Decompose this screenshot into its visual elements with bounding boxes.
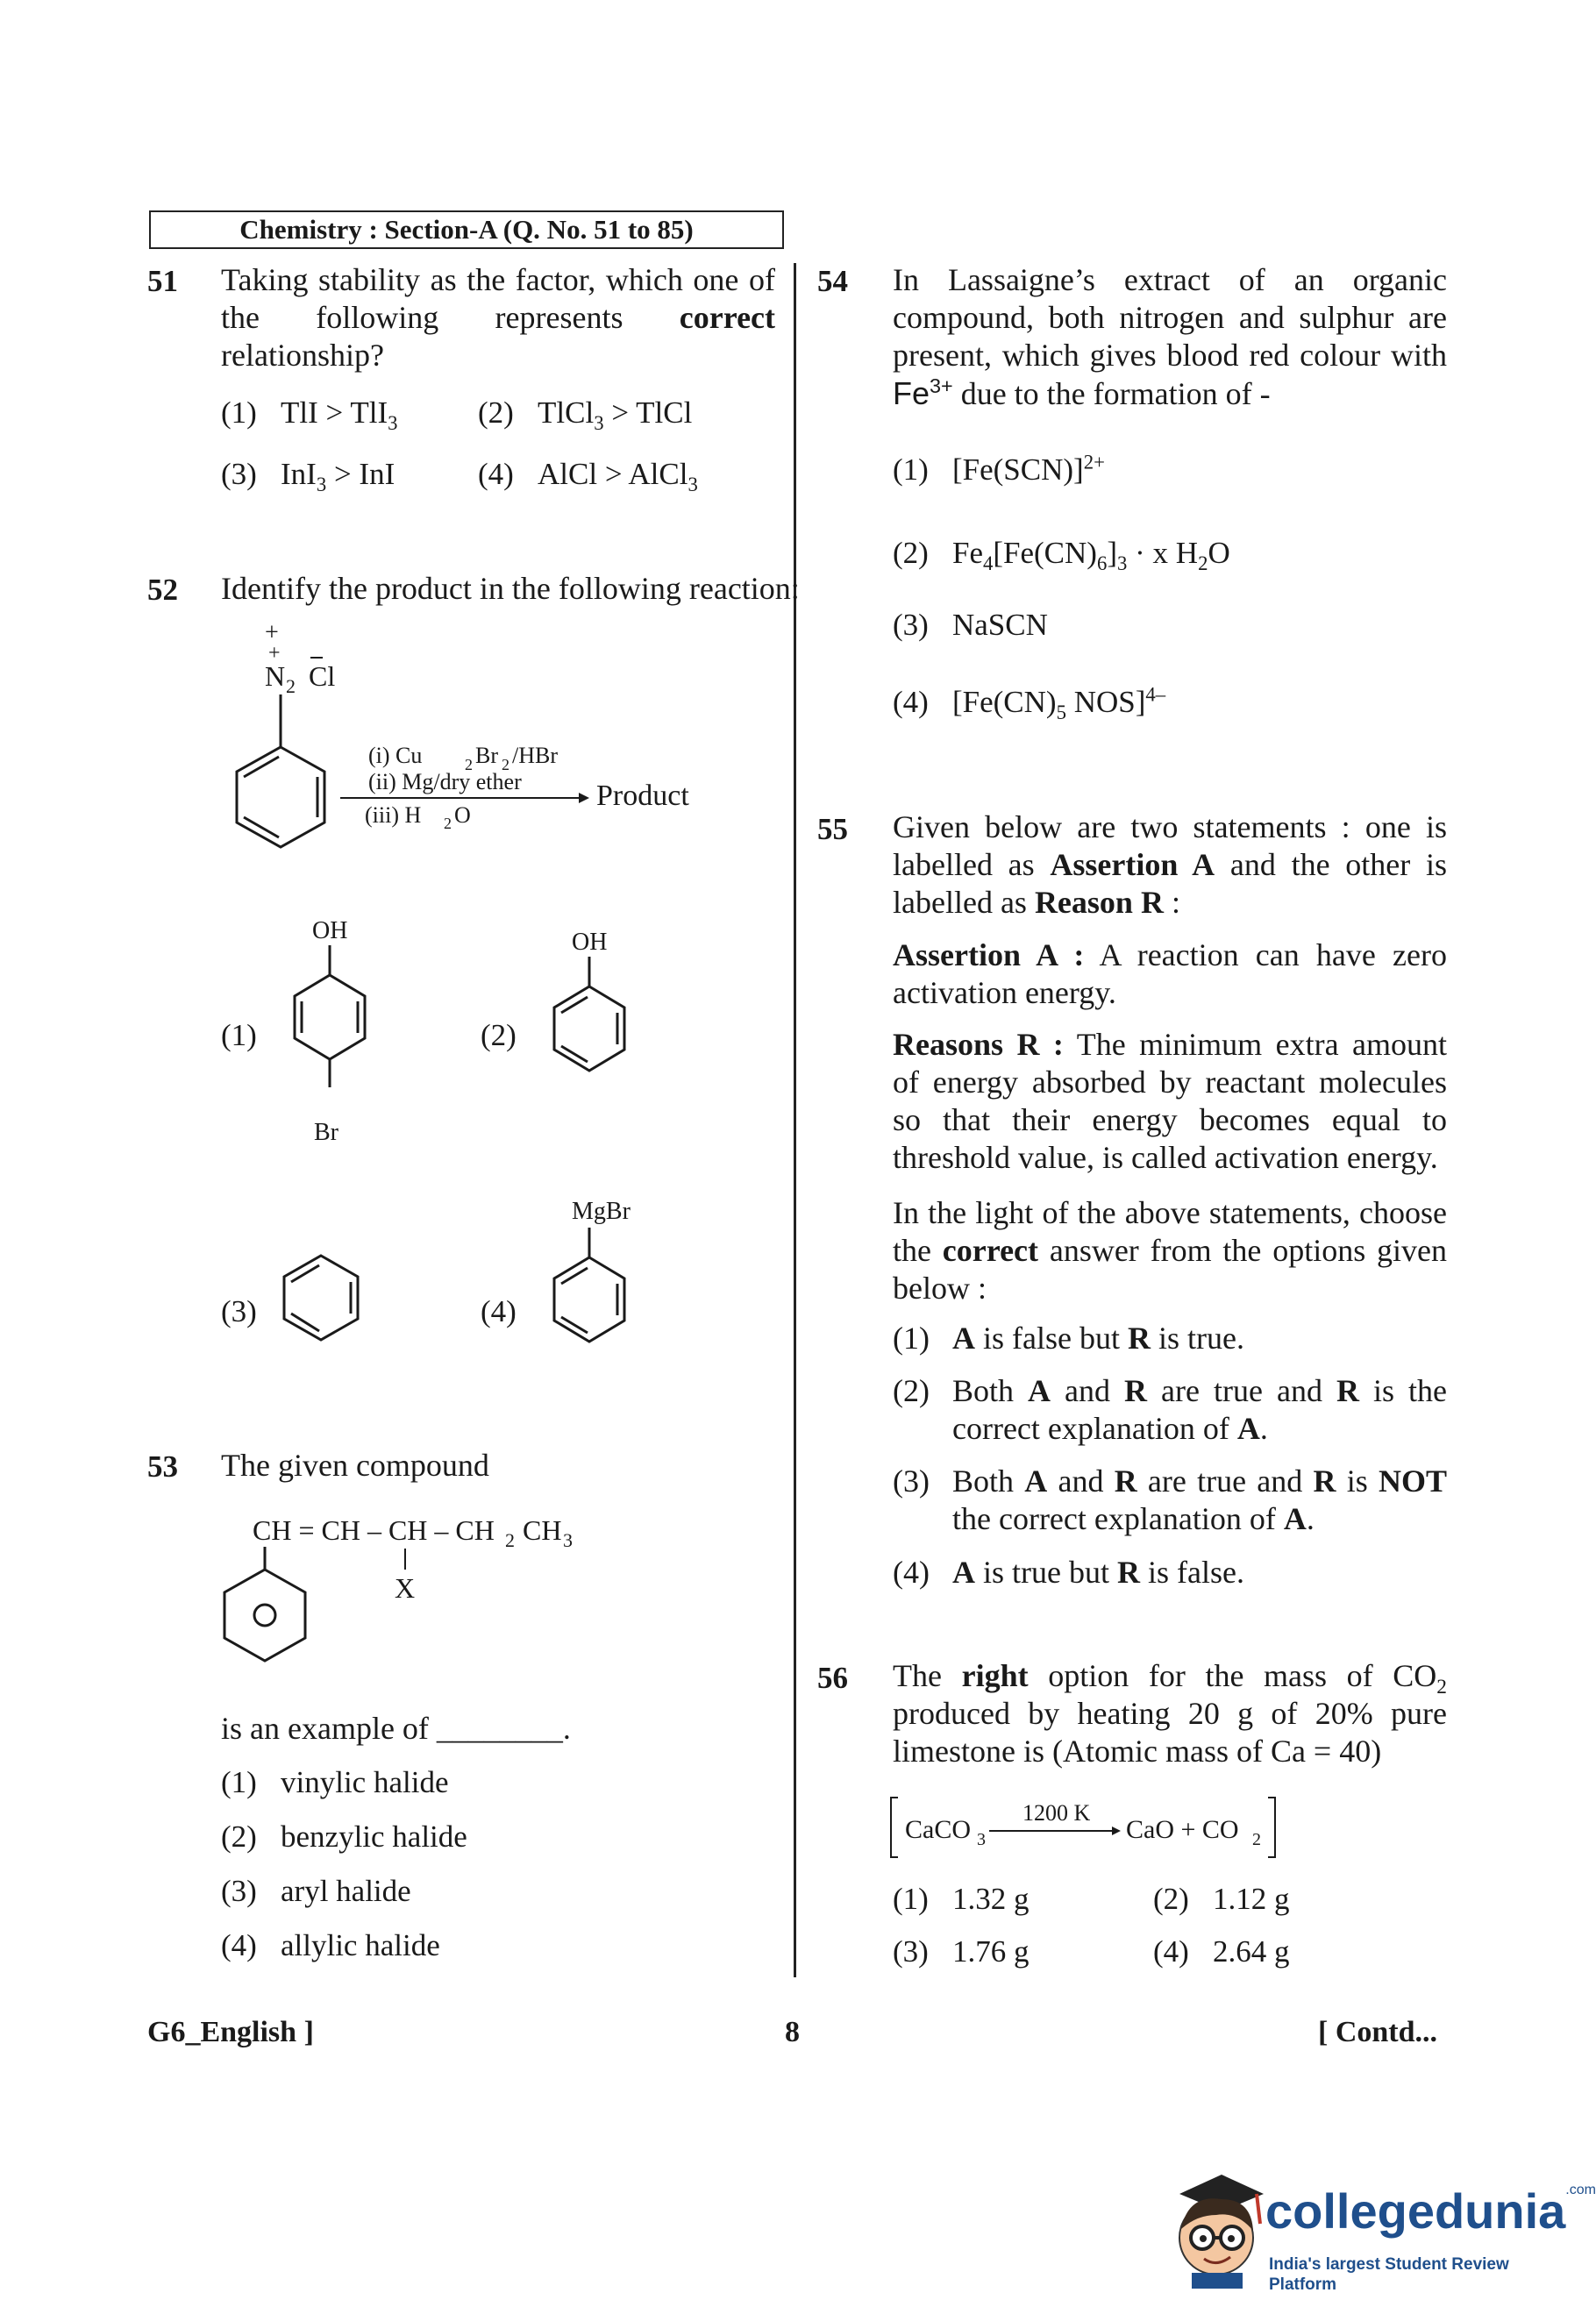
q52-option-3[interactable]: (3) xyxy=(221,1294,257,1328)
q51-text-a: Taking stability as the factor, which one of the following represents xyxy=(221,262,775,335)
svg-text:MgBr: MgBr xyxy=(572,1198,631,1225)
q56-option-2[interactable]: (2) 1.12 g xyxy=(1153,1882,1290,1916)
svg-text:N: N xyxy=(265,660,286,692)
q52-reagent-1: (i) Cu xyxy=(368,743,423,768)
svg-text:2: 2 xyxy=(465,756,473,773)
q51-text-c: relationship? xyxy=(221,338,384,373)
q56-text: The right option for the mass of $CO_2$ produced by heating 20 g of 20% pure limestone is (Atomic mass of Ca = 40) xyxy=(893,1658,1447,1769)
q54-option-4[interactable]: (4) [$Fe(CN)_5$ NOS]$^{4-}$ xyxy=(893,683,1166,723)
q54-option-2[interactable]: (2) $Fe_4[Fe(CN)_6]_3 \cdot x$ $H_2O$ xyxy=(893,536,1230,574)
svg-text:2: 2 xyxy=(505,1529,515,1551)
q53-option-1[interactable]: (1) vinylic halide xyxy=(221,1765,449,1799)
svg-text:Cl: Cl xyxy=(309,660,336,692)
svg-text:+: + xyxy=(265,619,279,646)
q52-option-4-structure xyxy=(526,1193,684,1385)
q53-number: 53 xyxy=(147,1449,178,1484)
svg-text:3: 3 xyxy=(563,1529,573,1551)
q51-text xyxy=(221,261,775,374)
q55-option-2[interactable]: (2) Both A and R are true and R is the correct explanation of A. xyxy=(893,1373,1447,1446)
q55-number: 55 xyxy=(817,812,848,846)
svg-text:2: 2 xyxy=(1252,1830,1261,1849)
svg-text:X: X xyxy=(395,1572,416,1604)
svg-text:1200 K: 1200 K xyxy=(1022,1800,1091,1826)
collegedunia-logo: collegedunia$^{.com}$ xyxy=(1265,2183,1596,2239)
svg-text:CH: CH xyxy=(523,1514,562,1546)
q56-option-4[interactable]: (4) 2.64 g xyxy=(1153,1934,1290,1969)
q51-option-1[interactable]: (1) TlI > TlI$_3$ xyxy=(221,395,398,434)
q52-reaction-diagram xyxy=(210,619,754,868)
q52-reagent-2: (ii) Mg/dry ether xyxy=(368,769,522,794)
q55-reason: Reasons R : The minimum extra amount of energy absorbed by reactant molecules so that their energy becomes equal to threshold value, is called activation energy. xyxy=(893,1027,1447,1175)
svg-text:CaCO: CaCO xyxy=(905,1815,971,1844)
svg-text:+: + xyxy=(268,642,281,665)
q56-number: 56 xyxy=(817,1661,848,1695)
q52-product-label: Product xyxy=(596,780,689,812)
collegedunia-tagline: India's largest Student Review Platform xyxy=(1269,2255,1509,2294)
q52-option-1[interactable]: (1) xyxy=(221,1018,257,1052)
q51-option-4[interactable]: (4) AlCl > AlCl$_3$ xyxy=(478,457,698,495)
svg-text:2: 2 xyxy=(286,675,296,697)
q54-number: 54 xyxy=(817,264,848,298)
q54-option-3[interactable]: (3) NaSCN xyxy=(893,608,1048,642)
q51-option-2[interactable]: (2) TlCl$_3$ > TlCl xyxy=(478,395,693,434)
q51-text-b: correct xyxy=(679,300,776,335)
q56-option-1[interactable]: (1) 1.32 g xyxy=(893,1882,1030,1916)
svg-text:2: 2 xyxy=(502,756,509,773)
q56-reaction-equation xyxy=(886,1787,1307,1866)
q53-compound-structure xyxy=(210,1508,631,1701)
q51-number: 51 xyxy=(147,264,178,298)
q52-number: 52 xyxy=(147,573,178,607)
q52-text: Identify the product in the following reaction: xyxy=(221,571,800,606)
q55-option-4[interactable]: (4) A is true but R is false. xyxy=(893,1555,1244,1590)
q52-reagent-3: (iii) H xyxy=(365,802,422,828)
svg-text:CaO + CO: CaO + CO xyxy=(1126,1815,1239,1844)
svg-text:OH: OH xyxy=(312,917,348,944)
collegedunia-mascot-icon xyxy=(1153,2157,1276,2289)
svg-text:Br: Br xyxy=(475,743,498,768)
svg-text:O: O xyxy=(454,802,471,828)
q52-option-3-structure xyxy=(263,1245,386,1385)
svg-text:/HBr: /HBr xyxy=(512,743,558,768)
q54-text: In Lassaigne’s extract of an organic compound, both nitrogen and sulphur are present, which gives blood red colour with $Fe^{3+}$ due to the formation of - xyxy=(893,262,1447,411)
q52-option-1-structure xyxy=(263,912,403,1149)
q55-text: Given below are two statements : one is labelled as Assertion A and the other is labelled as Reason R : xyxy=(893,809,1447,920)
q55-option-3[interactable]: (3) Both A and R are true and R is NOT the correct explanation of A. xyxy=(893,1463,1447,1536)
q53-text: The given compound xyxy=(221,1448,489,1483)
q53-text2: is an example of ________. xyxy=(221,1711,571,1746)
q53-option-2[interactable]: (2) benzylic halide xyxy=(221,1819,467,1854)
footer-page-number: 8 xyxy=(785,2016,800,2048)
q55-option-1[interactable]: (1) A is false but R is true. xyxy=(893,1321,1244,1356)
q55-choose: In the light of the above statements, choose the correct answer from the options given below : xyxy=(893,1195,1447,1306)
q52-option-4[interactable]: (4) xyxy=(481,1294,517,1328)
footer-contd: [ Contd... xyxy=(1318,2016,1438,2048)
q53-option-3[interactable]: (3) aryl halide xyxy=(221,1874,411,1908)
svg-text:CH = CH – CH – CH: CH = CH – CH – CH xyxy=(253,1514,495,1546)
q55-assertion: Assertion A : A reaction can have zero activation energy. xyxy=(893,937,1447,1010)
svg-text:OH: OH xyxy=(572,929,608,956)
q52-option-2[interactable]: (2) xyxy=(481,1018,517,1052)
svg-text:2: 2 xyxy=(444,815,452,832)
section-header: Chemistry : Section-A (Q. No. 51 to 85) xyxy=(149,210,784,249)
footer-paper-code: G6_English ] xyxy=(147,2016,314,2048)
column-divider xyxy=(794,263,796,1977)
q56-option-3[interactable]: (3) 1.76 g xyxy=(893,1934,1030,1969)
q52-option-2-structure xyxy=(526,925,666,1118)
q54-option-1[interactable]: (1) $[Fe(SCN)]^{2+}$ xyxy=(893,451,1105,487)
q51-option-3[interactable]: (3) InI$_3$ > InI xyxy=(221,457,395,495)
svg-text:3: 3 xyxy=(977,1830,986,1849)
svg-text:Br: Br xyxy=(314,1119,338,1146)
q53-option-4[interactable]: (4) allylic halide xyxy=(221,1928,440,1962)
